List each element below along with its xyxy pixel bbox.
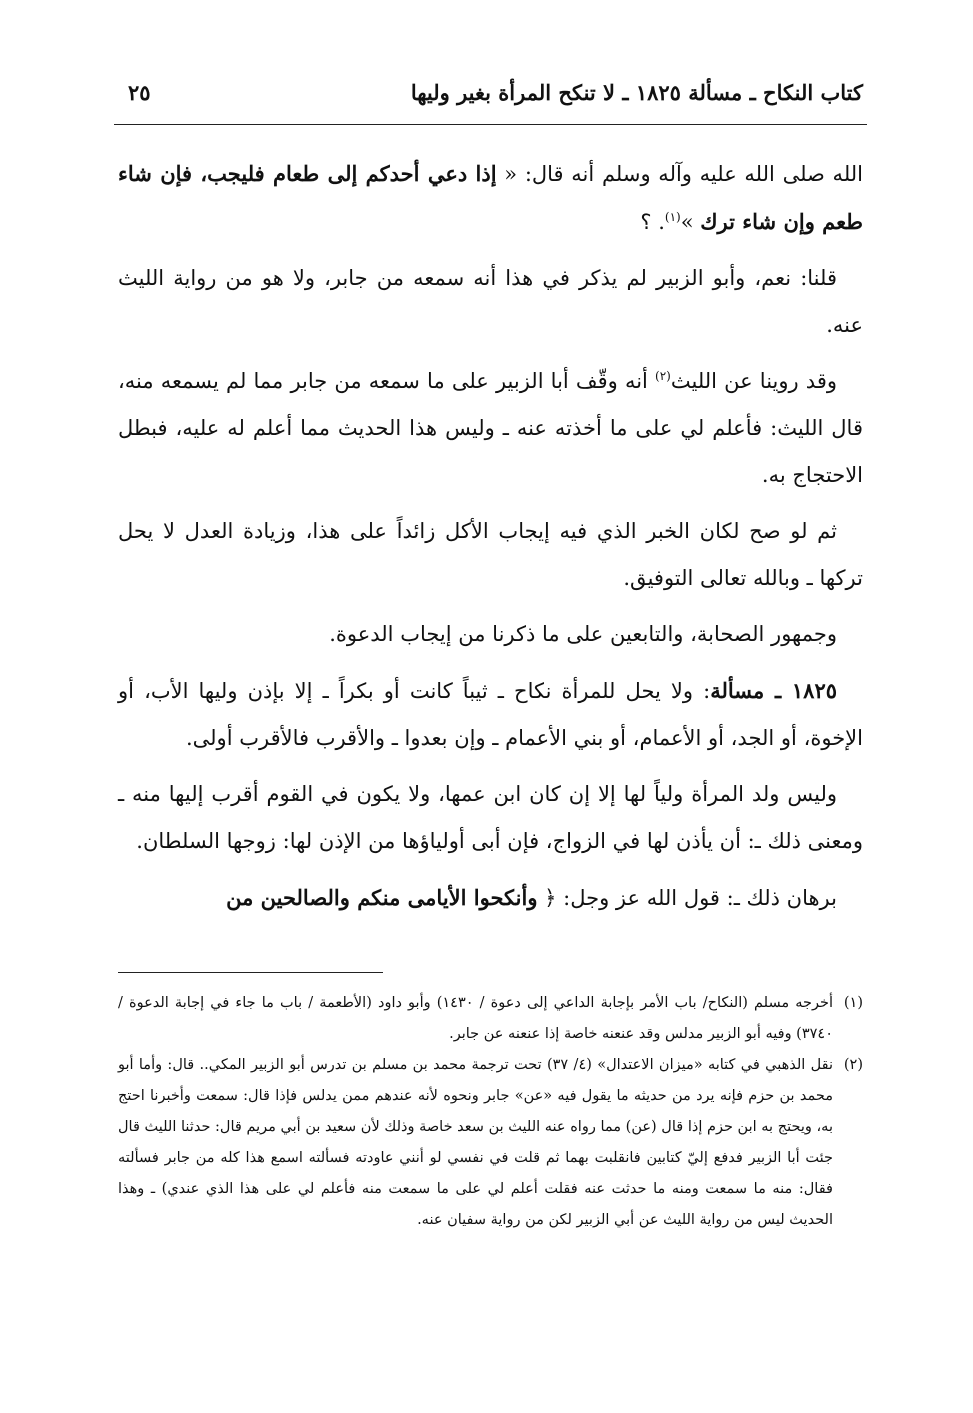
running-header bbox=[118, 80, 863, 116]
body-paragraph bbox=[118, 667, 863, 762]
body-paragraph bbox=[118, 771, 863, 865]
text-run: وجمهور الصحابة، والتابعين على ما ذكرنا من إيجاب الدعوة. bbox=[329, 622, 837, 646]
text-run: الله صلى الله عليه وآله وسلم أنه قال: « bbox=[496, 162, 863, 186]
header-title: كتاب النكاح ـ مسألة ١٨٢٥ ـ لا تنكح المرأة بغير وليها bbox=[410, 80, 863, 105]
text-run: إذا دعي أحدكم إلى طعام فليجب، فإن شاء طعم وإن شاء ترك bbox=[118, 161, 863, 234]
text-run: ثم لو صح لكان الخبر الذي فيه إيجاب الأكل زائداً على هذا، وزيادة العدل لا يحل تركها ـ وبالله تعالى التوفيق. bbox=[118, 519, 863, 590]
text-run: وأنكحوا الأيامى منكم والصالحين من bbox=[226, 885, 538, 910]
text-run: وليس ولد المرأة ولياً لها إلا إن كان ابن عمها، ولا يكون في القوم أقرب إليها منه ـ ومعنى ذلك ـ: أن يأذن لها في الزواج، فإن أبى أولياؤها من الإذن لها: زوجها السلطان. bbox=[118, 782, 863, 853]
footnotes bbox=[118, 988, 863, 1236]
footnote-text: أخرجه مسلم (النكاح/ باب الأمر بإجابة الداعي إلى دعوة / ١٤٣٠) وأبو داود (الأطعمة / باب ما جاء في إجابة الدعوة / ٣٧٤٠) وفيه أبو الزبير مدلس وقد عنعنه خاصة إذا عنعنه عن جابر. bbox=[118, 995, 833, 1042]
footnote bbox=[118, 1050, 863, 1236]
footnote-ref[interactable]: (٢) bbox=[655, 369, 671, 383]
footnote-ref[interactable]: (١) bbox=[664, 210, 681, 224]
text-run: . ؟ bbox=[640, 210, 665, 234]
body-paragraph bbox=[118, 150, 863, 246]
body-paragraph bbox=[118, 874, 863, 922]
book-page bbox=[118, 60, 863, 1380]
body-paragraph bbox=[118, 358, 863, 499]
footnote-number: (١) bbox=[843, 995, 863, 1011]
text-run: أنه وقّف أبا الزبير على ما سمعه من جابر مما لم يسمعه منه، قال الليث: فأعلم لي على ما أخذته عنه ـ وليس هذا الحديث مما أعلم له عليه، فبطل الاحتجاج به. bbox=[118, 369, 863, 487]
text-run: برهان ذلك ـ: قول الله عز وجل: ﴿ bbox=[537, 886, 837, 910]
footnote-separator bbox=[118, 972, 383, 973]
text-run: قلنا: نعم، وأبو الزبير لم يذكر في هذا أنه سمعه من جابر، ولا هو من رواية الليث عنه. bbox=[118, 266, 863, 337]
footnote-text: نقل الذهبي في كتابه «ميزان الاعتدال» (٤/ ٣٧) تحت ترجمة محمد بن مسلم بن تدرس أبو الزبير المكي.. قال: وأما أبو محمد بن حزم فإنه يرد من حديثه ما يقول فيه «عن» جابر ونحوه لأنه عندهم ممن يدلس فإذا قال: سمعت وأخبرنا احتج به، ويحتج به ابن حزم إذا قال (عن) مما رواه عنه الليث بن سعد خاصة وذلك لأن سعيد بن أبي مريم قال: حدثنا الليث قال جئت أبا الزبير فدفع إليّ كتابين فانقلبت بهما ثم قلت في نفسي لو أنني عاودته فسألته اسمع هذا كله من جابر فسألته فقال: منه ما سمعت ومنه ما حدثت عنه فقلت أعلم لي على ما سمعت منه فأعلم لي على هذا الذي عندي) ـ وهذا الحديث ليس من رواية الليث عن أبي الزبير لكن من رواية سفيان عنه. bbox=[118, 1057, 833, 1228]
page-number: ٢٥ bbox=[128, 80, 151, 105]
text-run: ١٨٢٥ ـ مسألة bbox=[710, 678, 838, 703]
body-paragraph bbox=[118, 255, 863, 349]
footnote bbox=[118, 988, 863, 1050]
header-rule bbox=[114, 124, 867, 125]
text-run: » bbox=[680, 210, 701, 234]
main-text bbox=[118, 150, 863, 931]
text-run: وقد روينا عن الليث bbox=[670, 369, 838, 393]
body-paragraph bbox=[118, 611, 863, 658]
body-paragraph bbox=[118, 508, 863, 602]
text-run: : ولا يحل للمرأة نكاح ـ ثيباً كانت أو بكراً ـ إلا بإذن وليها الأب، أو الإخوة، أو الجد، أو الأعمام، أو بني الأعمام ـ وإن بعدوا ـ والأقرب فالأقرب أولى. bbox=[118, 679, 863, 750]
footnote-number: (٢) bbox=[843, 1057, 863, 1073]
